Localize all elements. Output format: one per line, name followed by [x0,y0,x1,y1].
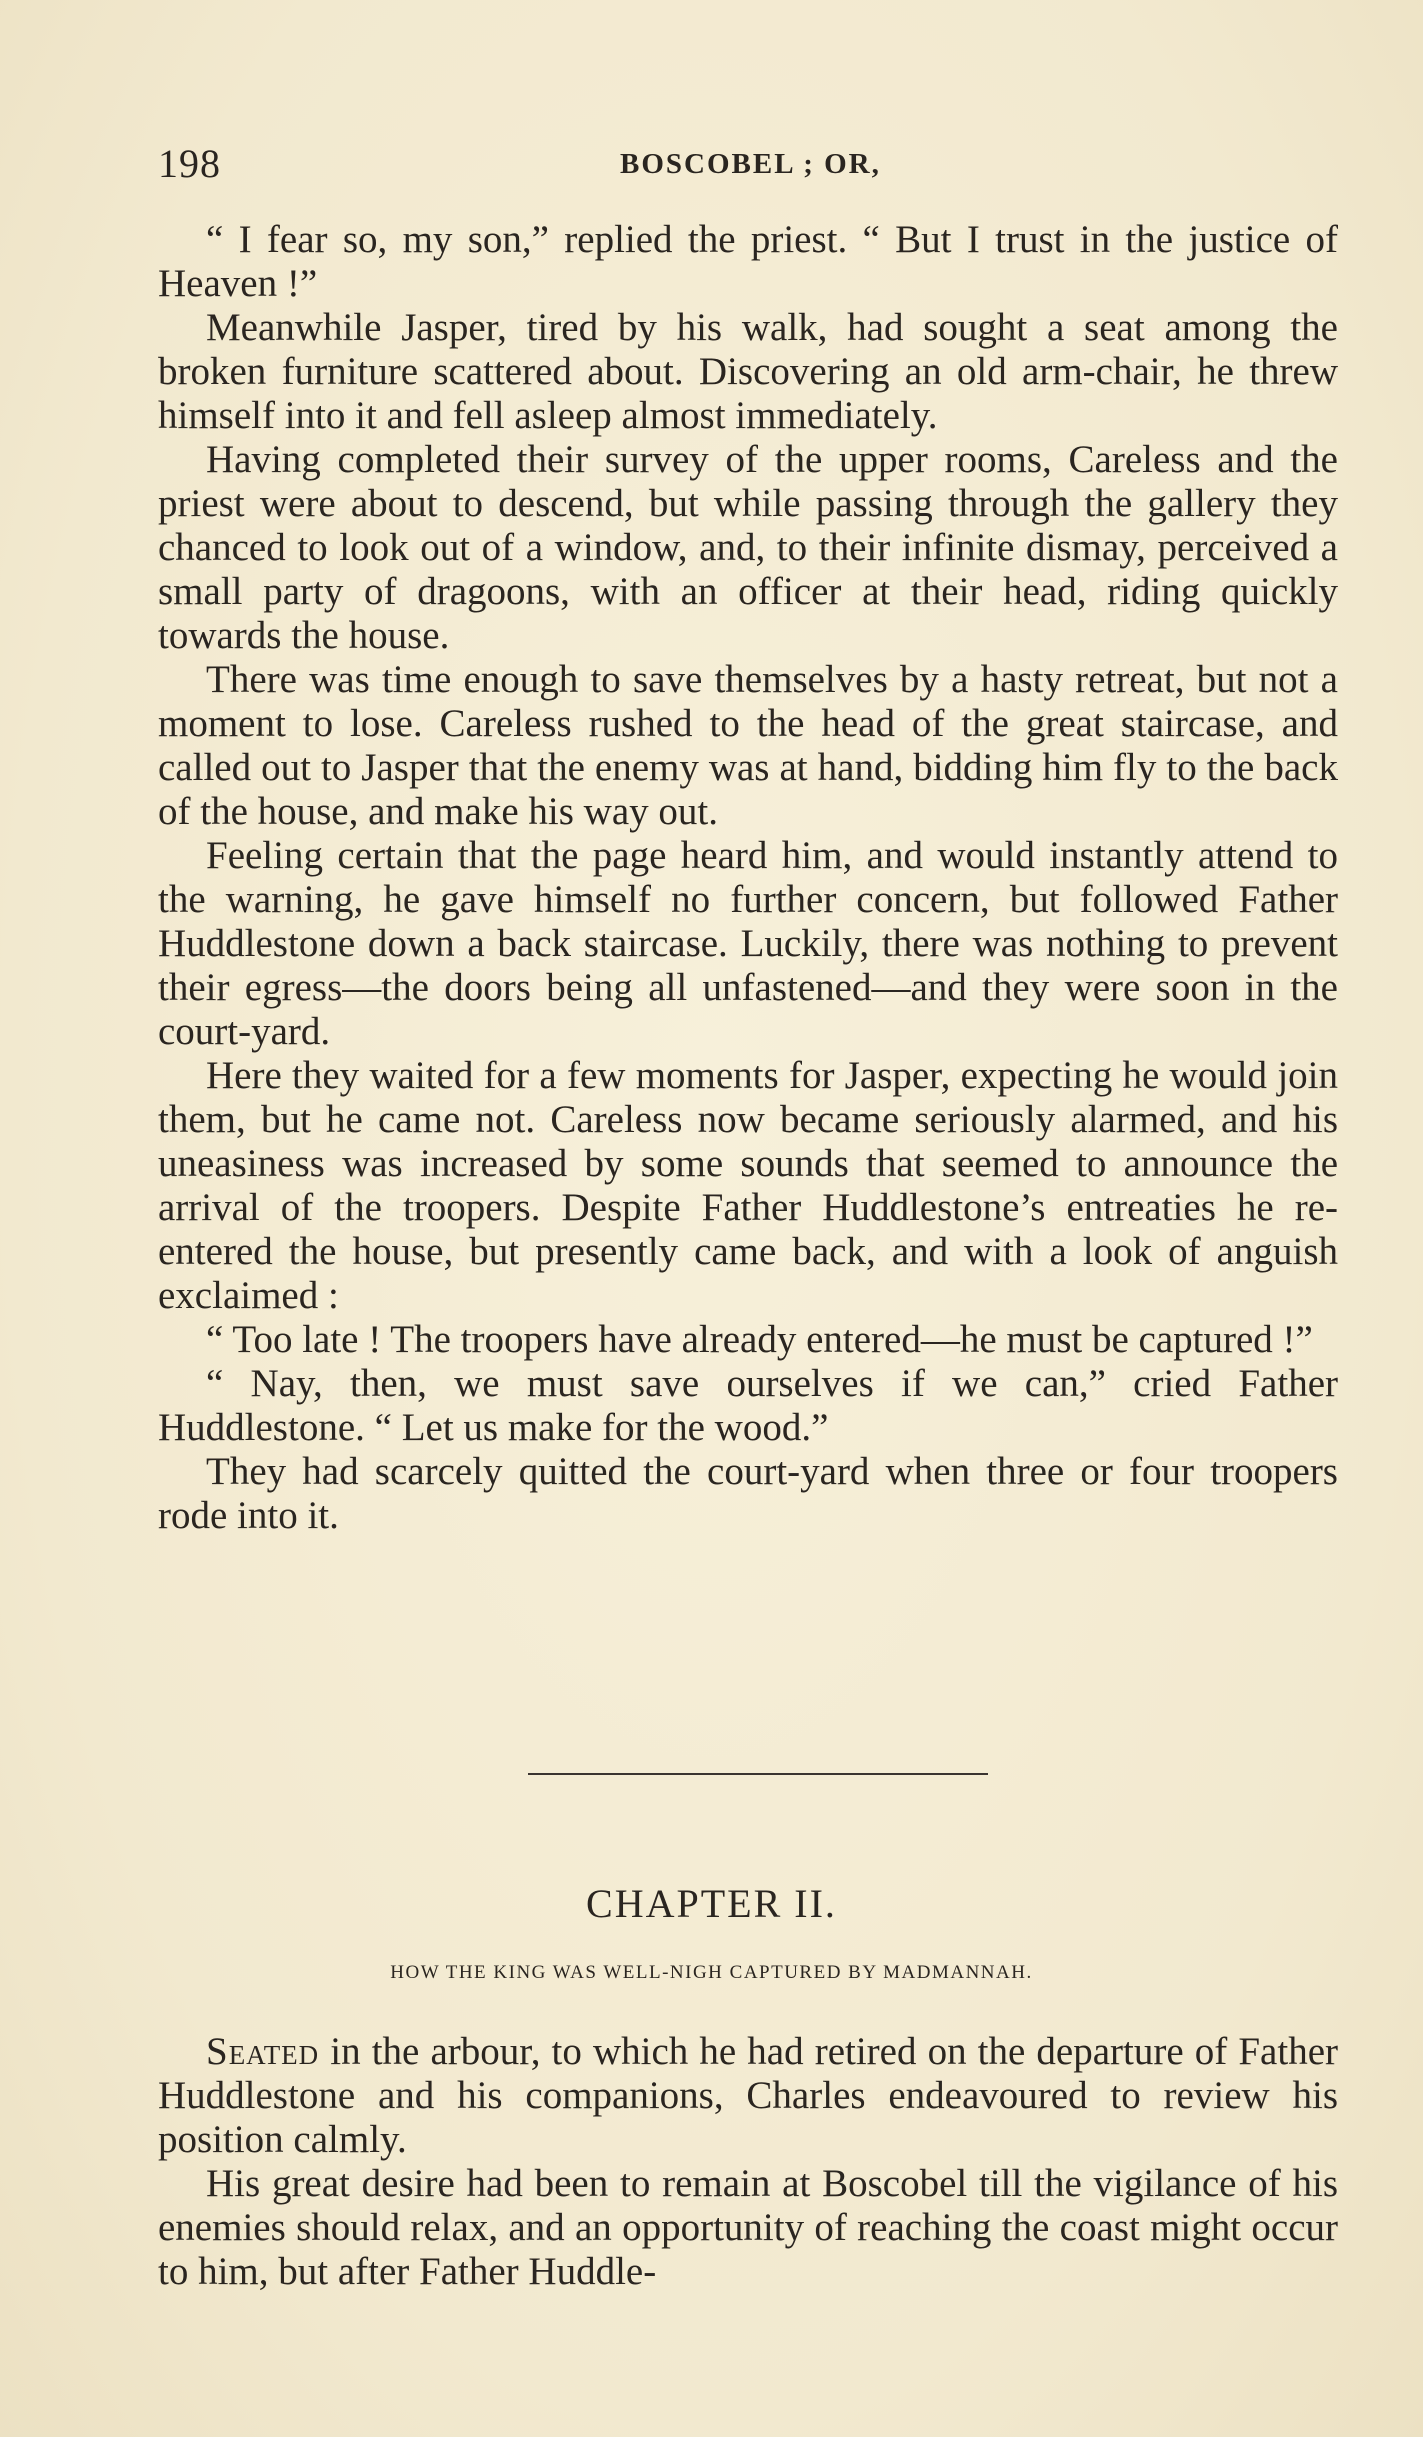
paragraph: “ Too late ! The troopers have already entered—he must be captured !” [206,1318,1313,1361]
chapter-paragraph: His great desire had been to remain at Boscobel till the vigilance of his enemies should relax, and an opportunity of reaching the coast might occur to him, but after Father Huddle- [158,2162,1338,2293]
paragraph: Meanwhile Jasper, tired by his walk, had sought a seat among the broken furniture scattered about. Discovering an old arm-chair, he threw himself into it and fell asleep almost immediately. [158,306,1338,437]
paragraph: Here they waited for a few moments for Jasper, expecting he would join them, but he came not. Careless now became seriously alarmed, and his uneasiness was increased by some sounds that seemed to announce the arrival of the troopers. Despite Father Huddlestone’s entreaties he re-entered the house, but presently came back, and with a look of anguish exclaimed : [158,1054,1338,1317]
chapter-first-word: Seated [206,2030,320,2073]
page-number: 198 [158,141,221,186]
page-header [158,140,1338,190]
chapter-paragraph [158,2030,1338,2162]
section-divider [528,1773,988,1775]
paragraph: “ I fear so, my son,” replied the priest. “ But I trust in the justice of Heaven !” [158,218,1338,305]
paragraph: They had scarcely quitted the court-yard when three or four troopers rode into it. [158,1450,1338,1537]
chapter-text [158,2030,1338,2294]
chapter-subtitle: HOW THE KING WAS WELL-NIGH CAPTURED BY MADMANNAH. [390,1962,1033,1983]
chapter-title: CHAPTER II. [586,1881,837,1926]
running-head: BOSCOBEL ; OR, [620,148,881,180]
chapter-paragraph-text: in the arbour, to which he had retired on the departure of Father Huddlestone and his companions, Charles endeavoured to review his position calmly. [158,2030,1338,2161]
paragraph: Feeling certain that the page heard him, and would instantly attend to the warning, he gave himself no further concern, but followed Father Huddlestone down a back staircase. Luckily, there was nothing to prevent their egress—the doors being all unfastened—and they were soon in the court-yard. [158,834,1338,1053]
body-text [158,218,1338,1538]
paragraph: There was time enough to save themselves by a hasty retreat, but not a moment to lose. Careless rushed to the head of the great staircase, and called out to Jasper that the enemy was at hand, bidding him fly to the back of the house, and make his way out. [158,658,1338,833]
paragraph: Having completed their survey of the upper rooms, Careless and the priest were about to descend, but while passing through the gallery they chanced to look out of a window, and, to their infinite dismay, perceived a small party of dragoons, with an officer at their head, riding quickly towards the house. [158,438,1338,657]
paragraph: “ Nay, then, we must save ourselves if we can,” cried Father Huddlestone. “ Let us make for the wood.” [158,1362,1338,1449]
